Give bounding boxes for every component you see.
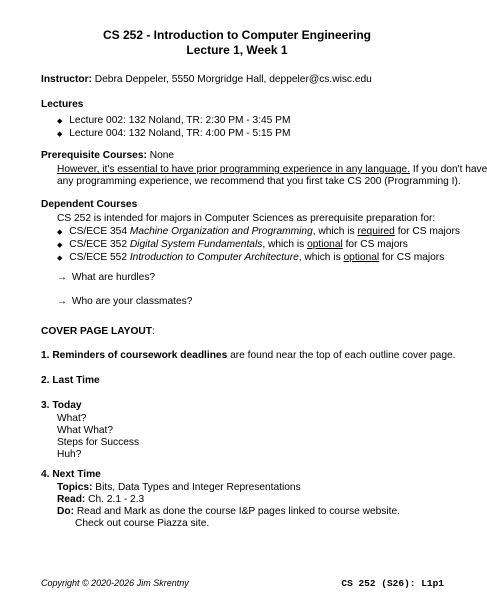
question-item: → What are hurdles? (57, 272, 156, 283)
section-today: 3. Today (41, 400, 82, 411)
section-next-time: 4. Next Time (41, 469, 101, 480)
instructor-label: Instructor: (41, 74, 92, 85)
optional-badge: optional (343, 252, 380, 263)
instructor-value: Debra Deppeler, 5550 Morgridge Hall, deppeler@cs.wisc.edu (94, 74, 372, 85)
cover-layout-heading: COVER PAGE LAYOUT: (41, 326, 155, 337)
footer-page-id: CS 252 (S26): L1p1 (341, 578, 444, 589)
diamond-bullet-icon: ◆ (57, 229, 63, 236)
question-item: → Who are your classmates? (57, 296, 193, 307)
diamond-bullet-icon: ◆ (57, 255, 63, 262)
instructor-line (41, 74, 372, 86)
lectures-heading: Lectures (41, 99, 84, 110)
diamond-bullet-icon: ◆ (57, 118, 63, 125)
optional-badge: optional (307, 239, 343, 250)
next-do: Do: Read and Mark as done the course I&P pages linked to course website. (57, 506, 400, 517)
dependent-intro: CS 252 is intended for majors in Computer Sciences as prerequisite preparation for: (57, 213, 436, 224)
prereq-underlined-note: However, it's essential to have prior programming experience in any language. (57, 164, 411, 175)
today-item: Huh? (57, 449, 82, 460)
prereq-line (41, 150, 174, 162)
lecture-item: ◆ Lecture 002: 132 Noland, TR: 2:30 PM - 3:45 PM (57, 115, 291, 126)
today-item: What What? (57, 425, 114, 436)
next-topics: Topics: Bits, Data Types and Integer Representations (57, 482, 301, 493)
today-item: Steps for Success (57, 437, 140, 448)
today-item: What? (57, 413, 87, 424)
next-do-line2: Check out course Piazza site. (75, 518, 210, 529)
prereq-value: None (149, 150, 175, 161)
lecture-item: ◆ Lecture 004: 132 Noland, TR: 4:00 PM - 5:15 PM (57, 128, 291, 139)
page-subtitle: Lecture 1, Week 1 (186, 43, 288, 57)
prereq-label: Prerequisite Courses: (41, 150, 147, 161)
page-title: CS 252 - Introduction to Computer Engineering (102, 28, 371, 42)
dependent-course-item: ◆ CS/ECE 354 Machine Organization and Programming, which is required for CS majors (57, 226, 460, 237)
arrow-right-icon: → (57, 296, 67, 307)
footer-copyright: Copyright © 2020-2026 Jim Skrentny (41, 578, 189, 588)
dependent-course-item: ◆ CS/ECE 552 Introduction to Computer Architecture, which is optional for CS majors (57, 252, 445, 263)
next-read: Read: Ch. 2.1 - 2.3 (57, 494, 145, 505)
section-reminders: 1. Reminders of coursework deadlines are found near the top of each outline cover page. (41, 350, 456, 361)
prereq-note-line2: any programming experience, we recommend that you first take CS 200 (Programming I). (57, 176, 461, 187)
prereq-note: However, it's essential to have prior programming experience in any language. If you don't have (57, 164, 487, 175)
dependent-heading: Dependent Courses (41, 199, 138, 210)
arrow-right-icon: → (57, 272, 67, 283)
diamond-bullet-icon: ◆ (57, 242, 63, 249)
diamond-bullet-icon: ◆ (57, 131, 63, 138)
required-badge: required (357, 226, 395, 237)
dependent-course-item: ◆ CS/ECE 352 Digital System Fundamentals, which is optional for CS majors (57, 239, 408, 250)
section-last-time: 2. Last Time (41, 375, 100, 386)
